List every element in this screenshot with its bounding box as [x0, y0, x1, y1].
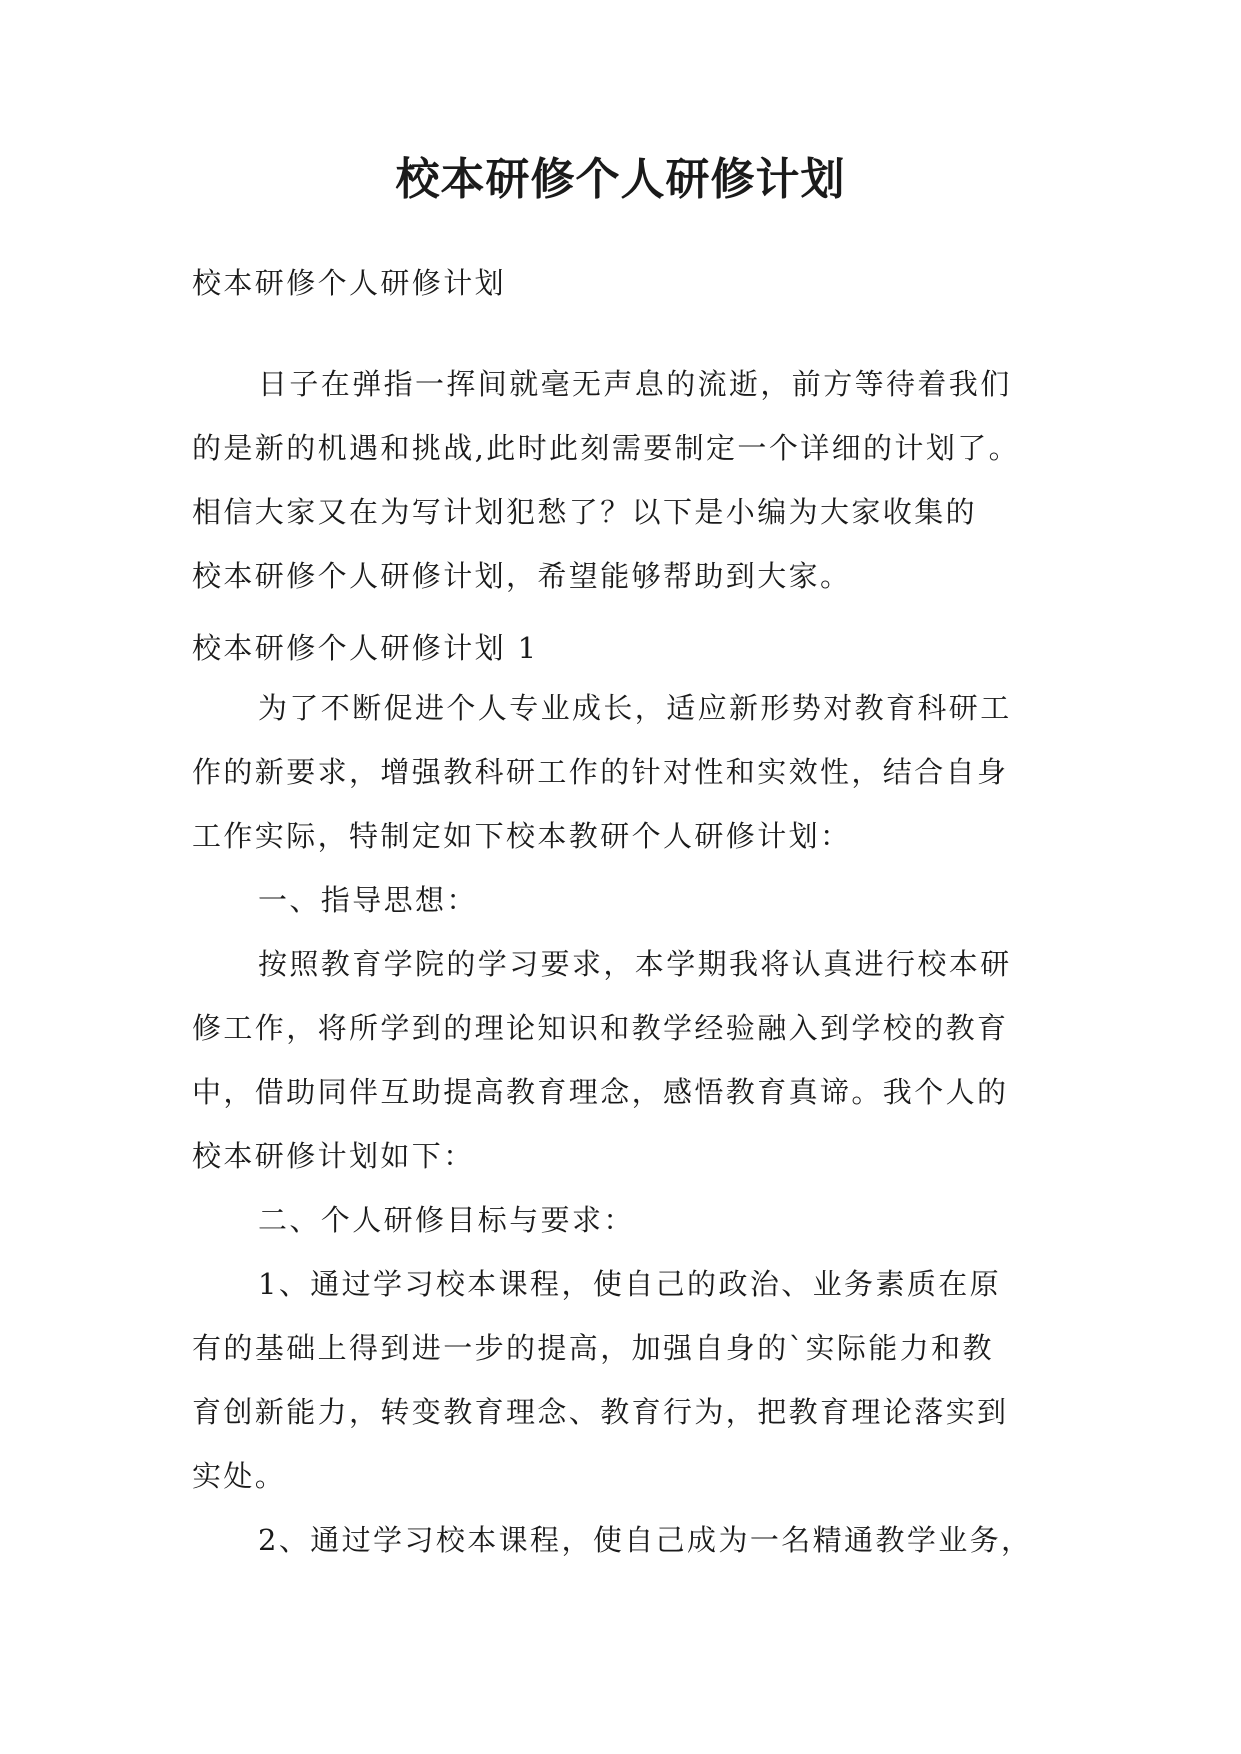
- body-line: 一、指导思想：: [258, 883, 478, 917]
- body-line: 作的新要求，增强教科研工作的针对性和实效性，结合自身: [192, 755, 1009, 789]
- body-line: 育创新能力，转变教育理念、教育行为，把教育理论落实到: [192, 1395, 1009, 1429]
- body-line: 中，借助同伴互助提高教育理念，感悟教育真谛。我个人的: [192, 1075, 1009, 1109]
- document-title: 校本研修个人研修计划: [395, 154, 846, 205]
- body-line: 校本研修计划如下：: [192, 1139, 475, 1173]
- document-subtitle: 校本研修个人研修计划: [192, 266, 507, 300]
- body-line: 为了不断促进个人专业成长，适应新形势对教育科研工: [258, 691, 1012, 725]
- body-line: 修工作，将所学到的理论知识和教学经验融入到学校的教育: [192, 1011, 1009, 1045]
- intro-line: 日子在弹指一挥间就毫无声息的流逝，前方等待着我们: [258, 367, 1012, 401]
- body-line: 二、个人研修目标与要求：: [258, 1203, 635, 1237]
- intro-line: 校本研修个人研修计划，希望能够帮助到大家。: [192, 559, 852, 593]
- body-line: 工作实际，特制定如下校本教研个人研修计划：: [192, 819, 852, 853]
- intro-line: 的是新的机遇和挑战,此时此刻需要制定一个详细的计划了。: [192, 431, 1021, 465]
- section-heading: 校本研修个人研修计划 1: [192, 631, 539, 665]
- body-line: 2、通过学习校本课程，使自己成为一名精通教学业务，: [258, 1523, 1033, 1557]
- section-body: [192, 676, 1052, 1572]
- body-line: 实处。: [192, 1459, 287, 1493]
- intro-paragraph: [192, 352, 1052, 608]
- body-line: 1、通过学习校本课程，使自己的政治、业务素质在原: [258, 1267, 1002, 1301]
- body-line: 有的基础上得到进一步的提高，加强自身的`实际能力和教: [192, 1331, 994, 1365]
- intro-line: 相信大家又在为写计划犯愁了？以下是小编为大家收集的: [192, 495, 978, 529]
- body-line: 按照教育学院的学习要求，本学期我将认真进行校本研: [258, 947, 1012, 981]
